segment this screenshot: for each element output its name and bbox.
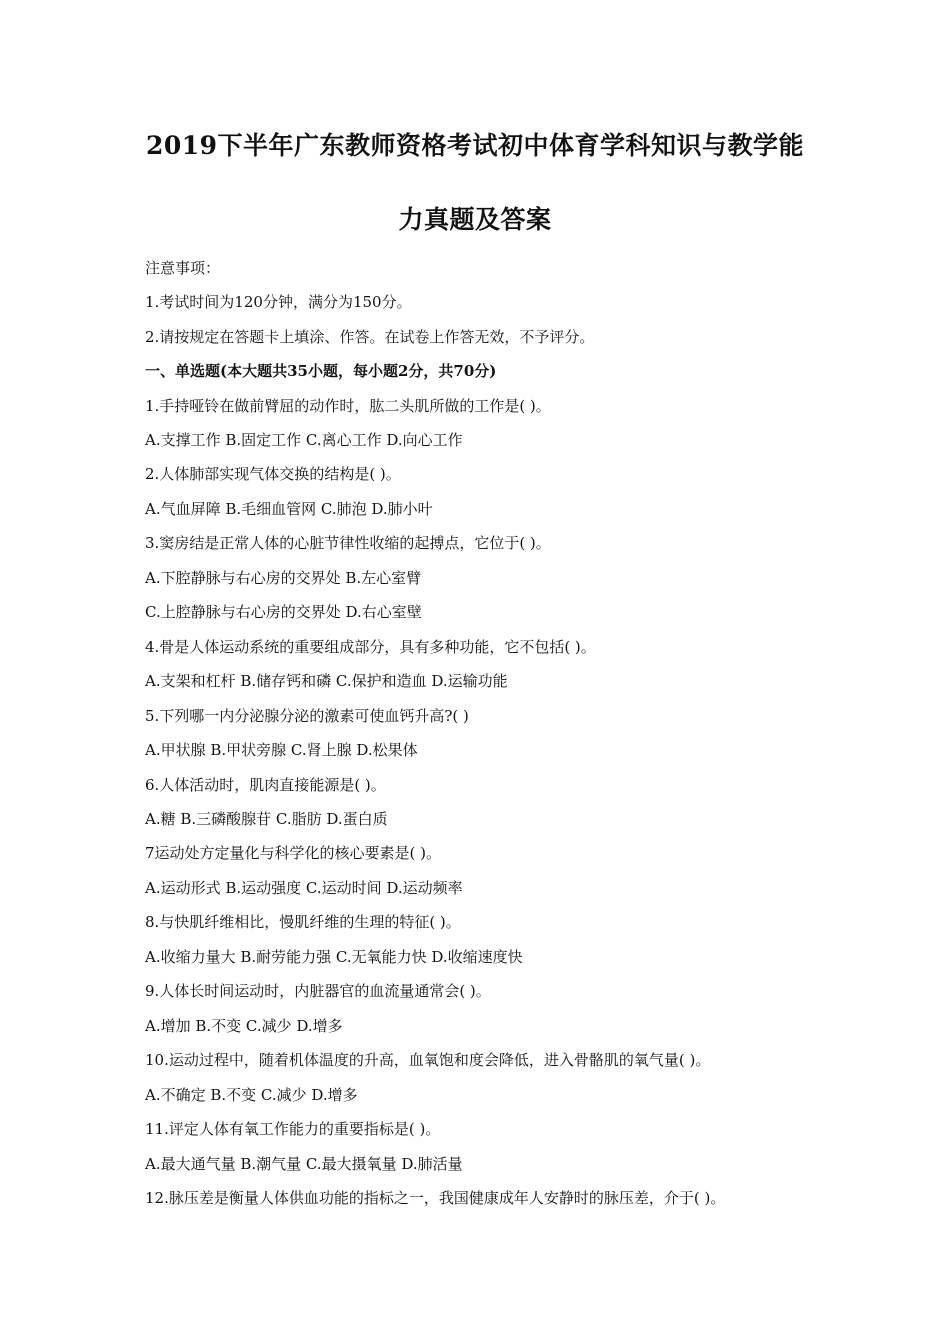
notice-heading: 注意事项： — [145, 259, 221, 277]
page-title-line-2: 力真题及答案 — [398, 205, 552, 234]
question-6-options: A.糖 B.三磷酸腺苷 C.脂肪 D.蛋白质 — [145, 810, 388, 828]
question-3-options-2: C.上腔静脉与右心房的交界处 D.右心室壁 — [145, 603, 422, 621]
question-3: 3.窦房结是正常人体的心脏节律性收缩的起搏点，它位于( )。 — [145, 534, 551, 552]
question-8: 8.与快肌纤维相比，慢肌纤维的生理的特征( )。 — [145, 913, 461, 931]
question-7-options: A.运动形式 B.运动强度 C.运动时间 D.运动频率 — [145, 879, 463, 897]
question-10: 10.运动过程中，随着机体温度的升高，血氧饱和度会降低，进入骨骼肌的氧气量( )。 — [145, 1051, 711, 1069]
notice-item-2: 2.请按规定在答题卡上填涂、作答。在试卷上作答无效，不予评分。 — [145, 328, 595, 346]
question-9: 9.人体长时间运动时，内脏器官的血流量通常会( )。 — [145, 982, 491, 1000]
question-8-options: A.收缩力量大 B.耐劳能力强 C.无氧能力快 D.收缩速度快 — [145, 948, 523, 966]
question-5: 5.下列哪一内分泌腺分泌的激素可使血钙升高?( ) — [145, 707, 469, 725]
question-1: 1.手持哑铃在做前臂屈的动作时，肱二头肌所做的工作是( )。 — [145, 397, 551, 415]
page-title-line-1: 2019下半年广东教师资格考试初中体育学科知识与教学能 — [145, 131, 805, 160]
question-4-options: A.支架和杠杆 B.储存钙和磷 C.保护和造血 D.运输功能 — [145, 672, 508, 690]
question-9-options: A.增加 B.不变 C.减少 D.增多 — [145, 1017, 343, 1035]
question-2: 2.人体肺部实现气体交换的结构是( )。 — [145, 465, 401, 483]
question-4: 4.骨是人体运动系统的重要组成部分，具有多种功能，它不包括( )。 — [145, 638, 596, 656]
question-3-options-1: A.下腔静脉与右心房的交界处 B.左心室臂 — [145, 569, 422, 587]
question-12: 12.脉压差是衡量人体供血功能的指标之一，我国健康成年人安静时的脉压差，介于( )。 — [145, 1189, 726, 1207]
question-6: 6.人体活动时，肌肉直接能源是( )。 — [145, 776, 386, 794]
section-heading: 一、单选题(本大题共35小题，每小题2分，共70分) — [145, 362, 497, 380]
question-1-options: A.支撑工作 B.固定工作 C.离心工作 D.向心工作 — [145, 431, 463, 449]
question-11-options: A.最大通气量 B.潮气量 C.最大摄氧量 D.肺活量 — [145, 1155, 463, 1173]
question-2-options: A.气血屏障 B.毛细血管网 C.肺泡 D.肺小叶 — [145, 500, 433, 518]
notice-item-1: 1.考试时间为120分钟，满分为150分。 — [145, 293, 412, 311]
question-5-options: A.甲状腺 B.甲状旁腺 C.肾上腺 D.松果体 — [145, 741, 418, 759]
question-10-options: A.不确定 B.不变 C.减少 D.增多 — [145, 1086, 358, 1104]
question-7: 7运动处方定量化与科学化的核心要素是( )。 — [145, 844, 442, 862]
question-11: 11.评定人体有氧工作能力的重要指标是( )。 — [145, 1120, 441, 1138]
